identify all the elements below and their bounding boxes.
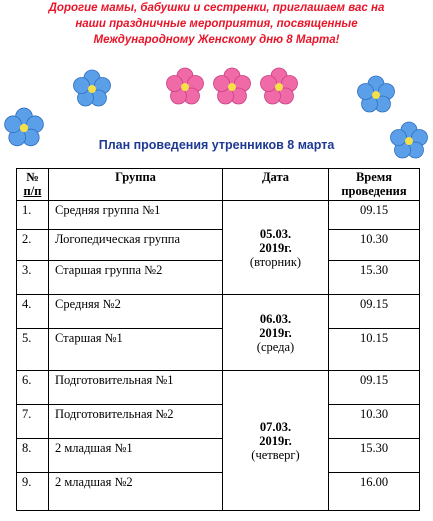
row-group: Логопедическая группа	[49, 230, 223, 261]
row-group: 2 младшая №2	[49, 473, 223, 511]
invitation-line-3: Международному Женскому дню 8 Марта!	[93, 34, 340, 46]
invitation-text	[0, 0, 433, 48]
header-date: Дата	[223, 169, 329, 201]
header-time-line1: Время	[355, 170, 393, 184]
row-time: 10.15	[329, 329, 420, 371]
blue-flower-icon	[355, 74, 397, 116]
header-group: Группа	[49, 169, 223, 201]
invitation-line-1: Дорогие мамы, бабушки и сестренки, приглашаем вас на	[48, 2, 385, 14]
date-weekday: (четверг)	[251, 447, 300, 462]
header-num-line2: п/п	[23, 184, 42, 198]
table-row	[17, 329, 420, 371]
table-row	[17, 439, 420, 473]
row-group: Подготовительная №2	[49, 405, 223, 439]
row-group: Средняя №2	[49, 295, 223, 329]
pink-flower-icon	[211, 66, 253, 108]
header-time-line2: проведения	[341, 184, 407, 198]
row-num: 6.	[17, 371, 49, 405]
row-time: 16.00	[329, 473, 420, 511]
date-value: 07.03.	[259, 419, 292, 434]
date-year: 2019г.	[259, 433, 292, 448]
row-time: 09.15	[329, 201, 420, 230]
row-num: 3.	[17, 261, 49, 295]
date-weekday: (вторник)	[249, 254, 302, 269]
date-cell	[223, 371, 329, 511]
row-time: 15.30	[329, 261, 420, 295]
blue-flower-icon	[71, 68, 113, 110]
date-value: 06.03.	[259, 311, 292, 326]
header-num-line1: №	[26, 170, 39, 184]
table-row	[17, 230, 420, 261]
date-year: 2019г.	[259, 240, 292, 255]
row-group: Средняя группа №1	[49, 201, 223, 230]
schedule-title: План проведения утренников 8 марта	[98, 138, 335, 152]
row-group: Старшая группа №2	[49, 261, 223, 295]
table-header-row	[17, 169, 420, 201]
date-cell	[223, 295, 329, 371]
row-time: 09.15	[329, 371, 420, 405]
table-row	[17, 261, 420, 295]
row-num: 1.	[17, 201, 49, 230]
table-row	[17, 371, 420, 405]
pink-flower-icon	[258, 66, 300, 108]
pink-flower-icon	[164, 66, 206, 108]
date-cell	[223, 201, 329, 295]
date-value: 05.03.	[259, 226, 292, 241]
row-group: Старшая №1	[49, 329, 223, 371]
header-time	[329, 169, 420, 201]
row-group: 2 младшая №1	[49, 439, 223, 473]
header-num	[17, 169, 49, 201]
table-row	[17, 473, 420, 511]
row-num: 7.	[17, 405, 49, 439]
row-num: 5.	[17, 329, 49, 371]
row-num: 9.	[17, 473, 49, 511]
table-row	[17, 201, 420, 230]
row-num: 8.	[17, 439, 49, 473]
row-num: 4.	[17, 295, 49, 329]
date-year: 2019г.	[259, 325, 292, 340]
row-time: 10.30	[329, 405, 420, 439]
row-time: 15.30	[329, 439, 420, 473]
row-num: 2.	[17, 230, 49, 261]
schedule-table	[16, 168, 420, 511]
table-row	[17, 295, 420, 329]
date-weekday: (среда)	[256, 339, 295, 354]
row-time: 09.15	[329, 295, 420, 329]
row-group: Подготовительная №1	[49, 371, 223, 405]
row-time: 10.30	[329, 230, 420, 261]
invitation-line-2: наши праздничные мероприятия, посвященные	[75, 18, 358, 30]
table-row	[17, 405, 420, 439]
